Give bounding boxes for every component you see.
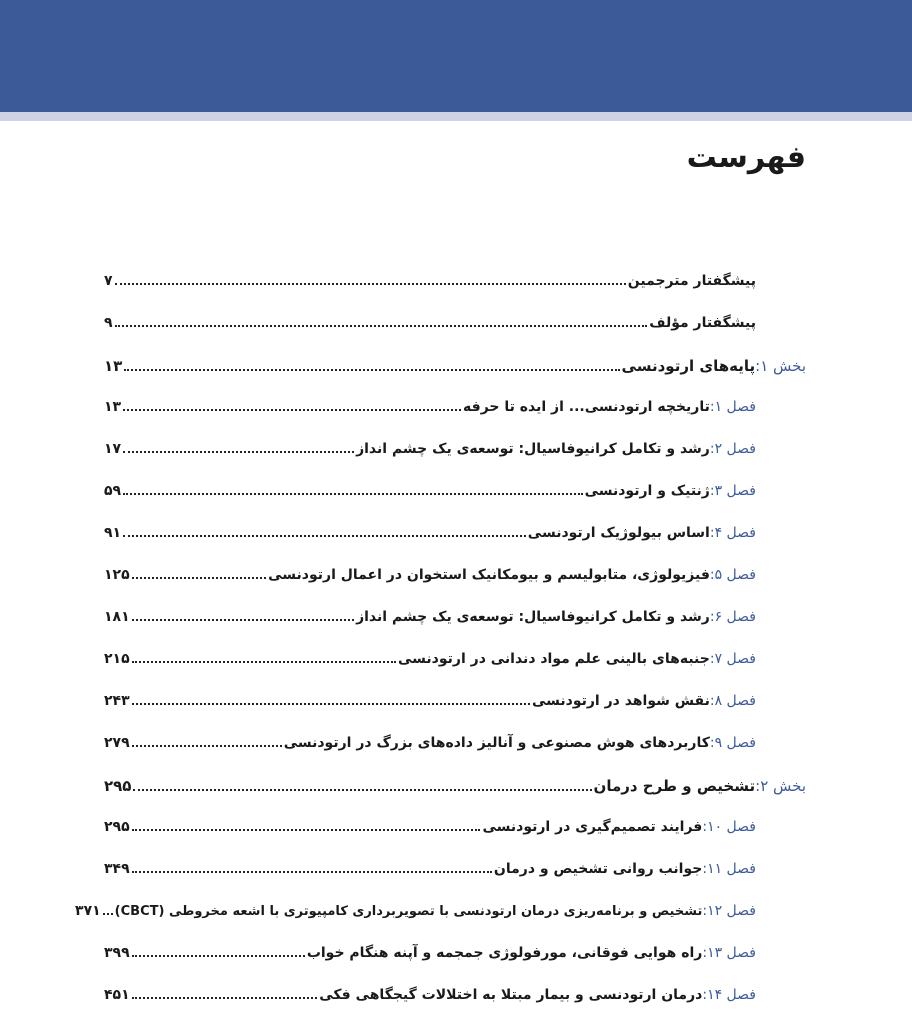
toc-entry-page: ۳۹۹: [104, 945, 130, 961]
toc-chapter-7[interactable]: [104, 651, 756, 693]
dot-leader: [132, 997, 318, 999]
toc-entry-page: ۲۱۵: [104, 651, 130, 667]
toc-entry-page: ۲۹۵: [104, 819, 130, 835]
toc-chapter-label: فصل ۵:: [709, 567, 756, 583]
dot-leader: [115, 283, 626, 285]
toc-entry-page: ۲۴۳: [104, 693, 130, 709]
toc-chapter-label: فصل ۳:: [709, 483, 756, 499]
toc-entry-title: فرایند تصمیم‌گیری در ارتودنسی: [482, 819, 703, 835]
toc-entry-page: ۲۹۵: [104, 777, 132, 795]
toc-entry-page: ۱۸۱: [104, 609, 130, 625]
toc-chapter-8[interactable]: [104, 693, 756, 735]
table-of-contents: [75, 273, 806, 1029]
toc-entry-title: پیشگفتار مؤلف: [649, 315, 756, 331]
toc-chapter-label: فصل ۲:: [709, 441, 756, 457]
toc-entry-title: تشخیص و طرح درمان: [593, 777, 756, 795]
dot-leader: [103, 913, 113, 915]
toc-chapter-label: فصل ۱۲:: [702, 903, 756, 919]
toc-entry-title: جوانب روانی تشخیص و درمان: [493, 861, 703, 877]
toc-entry-page: ۵۹: [104, 483, 122, 499]
toc-chapter-label: فصل ۱۱:: [702, 861, 756, 877]
toc-chapter-label: فصل ۱۳:: [702, 945, 756, 961]
toc-entry-title: رشد و تکامل کرانیوفاسیال: توسعه‌ی یک چشم انداز: [356, 441, 710, 457]
dot-leader: [115, 325, 648, 327]
dot-leader: [123, 451, 354, 453]
toc-chapter-4[interactable]: [104, 525, 756, 567]
toc-entry-page: ۹: [104, 315, 113, 331]
toc-part-label: بخش ۱:: [755, 357, 806, 375]
toc-chapter-3[interactable]: [104, 483, 756, 525]
toc-chapter-13[interactable]: [104, 945, 756, 987]
dot-leader: [132, 577, 267, 579]
toc-chapter-label: فصل ۶:: [709, 609, 756, 625]
toc-entry-page: ۲۷۹: [104, 735, 130, 751]
toc-entry-title: پایه‌های ارتودنسی: [621, 357, 756, 375]
toc-chapter-label: فصل ۱:: [709, 399, 756, 415]
toc-part-1[interactable]: [104, 357, 806, 399]
dot-leader: [124, 369, 619, 371]
toc-entry-page: ۱۳: [104, 399, 122, 415]
dot-leader: [132, 661, 396, 663]
toc-chapter-label: فصل ۱۰:: [702, 819, 756, 835]
toc-entry-translators-preface[interactable]: [104, 273, 756, 315]
dot-leader: [123, 535, 526, 537]
toc-chapter-5[interactable]: [104, 567, 756, 609]
dot-leader: [132, 703, 530, 705]
toc-entry-page: ۷: [104, 273, 113, 289]
header-stripe: [0, 112, 912, 121]
toc-entry-page: ۹۱: [104, 525, 122, 541]
toc-chapter-9[interactable]: [104, 735, 756, 777]
dot-leader: [123, 493, 582, 495]
toc-entry-page: ۱۳: [104, 357, 123, 375]
toc-entry-title: اساس بیولوژیک ارتودنسی: [527, 525, 710, 541]
toc-entry-title: تشخیص و برنامه‌ریزی درمان ارتودنسی با تصویربرداری کامپیوتری با اشعه مخروطی (CBCT): [114, 904, 703, 919]
dot-leader: [132, 955, 305, 957]
toc-entry-title: ژنتیک و ارتودنسی: [584, 483, 710, 499]
toc-entry-title: پیشگفتار مترجمین: [627, 273, 756, 289]
dot-leader: [123, 409, 461, 411]
toc-chapter-label: فصل ۹:: [709, 735, 756, 751]
toc-chapter-10[interactable]: [104, 819, 756, 861]
toc-entry-page: ۳۷۱: [75, 903, 101, 919]
toc-entry-title: تاریخچه ارتودنسی... از ایده تا حرفه: [463, 399, 710, 415]
toc-chapter-label: فصل ۸:: [709, 693, 756, 709]
toc-entry-title: کاربردهای هوش مصنوعی و آنالیز داده‌های بزرگ در ارتودنسی: [283, 735, 710, 751]
toc-part-2[interactable]: [104, 777, 806, 819]
toc-entry-title: درمان ارتودنسی و بیمار مبتلا به اختلالات گیجگاهی فکی: [319, 987, 703, 1003]
dot-leader: [133, 789, 591, 791]
toc-entry-page: ۳۴۹: [104, 861, 130, 877]
toc-chapter-label: فصل ۴:: [709, 525, 756, 541]
toc-entry-title: نقش شواهد در ارتودنسی: [531, 693, 710, 709]
toc-chapter-14[interactable]: [104, 987, 756, 1029]
toc-chapter-2[interactable]: [104, 441, 756, 483]
toc-chapter-label: فصل ۱۴:: [702, 987, 756, 1003]
toc-entry-page: ۱۲۵: [104, 567, 130, 583]
header-band: [0, 0, 912, 112]
toc-part-label: بخش ۲:: [755, 777, 806, 795]
toc-chapter-6[interactable]: [104, 609, 756, 651]
toc-entry-title: رشد و تکامل کرانیوفاسیال: توسعه‌ی یک چشم انداز: [356, 609, 710, 625]
dot-leader: [132, 619, 354, 621]
dot-leader: [132, 745, 282, 747]
toc-entry-page: ۴۵۱: [104, 987, 130, 1003]
toc-entry-title: جنبه‌های بالینی علم مواد دندانی در ارتودنسی: [398, 651, 710, 667]
dot-leader: [132, 829, 481, 831]
toc-entry-title: راه هوایی فوقانی، مورفولوژی جمجمه و آپنه هنگام خواب: [306, 945, 703, 961]
dot-leader: [132, 871, 492, 873]
toc-chapter-1[interactable]: [104, 399, 756, 441]
toc-chapter-12[interactable]: [75, 903, 756, 945]
toc-entry-page: ۱۷: [104, 441, 122, 457]
toc-entry-title: فیزیولوژی، متابولیسم و بیومکانیک استخوان در اعمال ارتودنسی: [268, 567, 710, 583]
toc-chapter-label: فصل ۷:: [709, 651, 756, 667]
toc-entry-author-preface[interactable]: [104, 315, 756, 357]
toc-chapter-11[interactable]: [104, 861, 756, 903]
page-title: فهرست: [686, 140, 806, 175]
